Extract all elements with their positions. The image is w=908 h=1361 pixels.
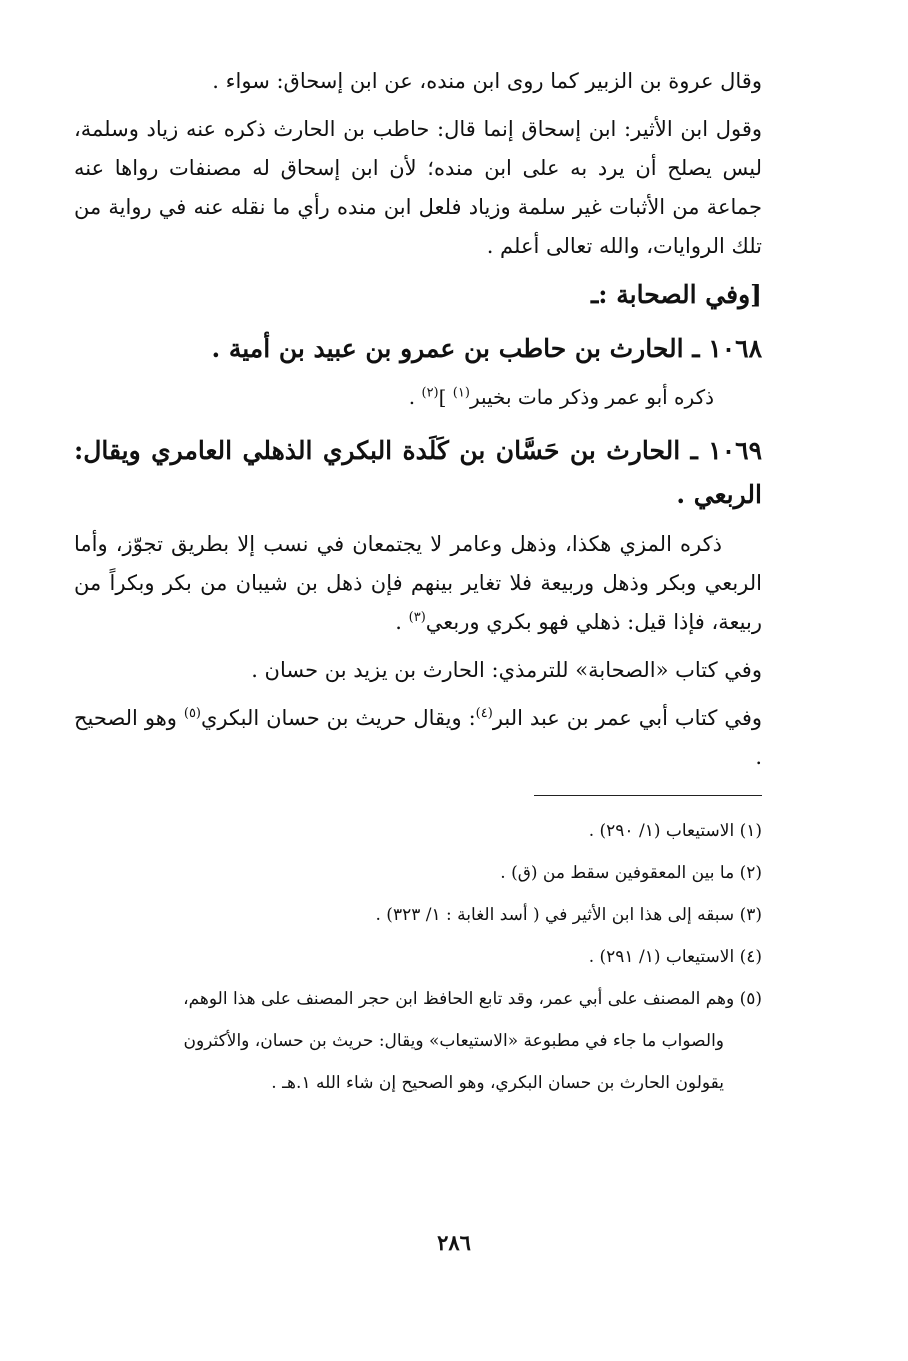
footnote-separator xyxy=(534,795,762,796)
closing-bracket: ] xyxy=(438,385,453,409)
entry-1069-p1-text: ذكره المزي هكذا، وذهل وعامر لا يجتمعان في نسب إلا بطريق تجوّز، وأما الربعي وبكر وذهل وربيعة فلا تغاير بينهم فإن ذهل بن شيبان من بكر وبكراً من ربيعة، فإذا قيل: ذهلي فهو بكري وربعي xyxy=(74,532,762,634)
footnote-4: (٤) الاستيعاب (١/ ٢٩١) . xyxy=(588,947,762,967)
entry-1069-paragraph-2: وفي كتاب «الصحابة» للترمذي: الحارث بن يزيد بن حسان . xyxy=(251,658,762,682)
entry-1068-text xyxy=(74,379,762,415)
footnote-ref-4[interactable]: (٤) xyxy=(475,706,493,721)
footnote-2: (٢) ما بين المعقوفين سقط من (ق) . xyxy=(500,863,762,883)
entry-1068-body: ذكره أبو عمر وذكر مات بخيبر xyxy=(469,385,714,409)
entry-1068-heading: ١٠٦٨ ـ الحارث بن حاطب بن عمرو بن عبيد بن أمية . xyxy=(211,334,762,363)
entry-1068-end: . xyxy=(408,385,422,409)
page-number: ٢٨٦ xyxy=(437,1230,471,1255)
entry-1069-p3-c: وهو الصحيح . xyxy=(74,706,762,769)
footnote-3: (٣) سبقه إلى هذا ابن الأثير في ( أسد الغابة : ١/ ٣٢٣) . xyxy=(375,905,762,925)
section-heading: [وفي الصحابة :ـ xyxy=(590,280,762,309)
footnote-ref-3[interactable]: (٣) xyxy=(408,610,426,625)
footnote-5-line-3: يقولون الحارث بن حسان البكري، وهو الصحيح إن شاء الله ١.هـ . xyxy=(271,1073,724,1093)
entry-1069-p1-end: . xyxy=(395,610,409,634)
entry-1069-paragraph-3 xyxy=(74,699,762,777)
footnotes xyxy=(74,810,762,1104)
footnote-ref-5[interactable]: (٥) xyxy=(183,706,201,721)
footnote-ref-2[interactable]: (٢) xyxy=(421,385,439,401)
footnote-5-line-2: والصواب ما جاء في مطبوعة «الاستيعاب» ويقال: حريث بن حسان، والأكثرون xyxy=(183,1031,724,1051)
footnote-ref-1[interactable]: (١) xyxy=(452,385,470,401)
intro-paragraph-1: وقال عروة بن الزبير كما روى ابن منده، عن ابن إسحاق: سواء . xyxy=(212,69,762,93)
intro-paragraph-2: وقول ابن الأثير: ابن إسحاق إنما قال: حاطب بن الحارث ذكره عنه زياد وسلمة، ليس يصلح أن يرد به على ابن منده؛ لأن ابن إسحاق له مصنفات رواها عنه جماعة من الأثبات غير سلمة وزياد فلعل ابن منده رأي ما نقله عنه في رواية من تلك الروايات، والله تعالى أعلم . xyxy=(74,117,762,258)
entry-1069-heading: ١٠٦٩ ـ الحارث بن حَسَّان بن كَلَدة البكري الذهلي العامري ويقال: الربعي . xyxy=(74,436,762,509)
entry-1069-p3-b: : ويقال حريث بن حسان البكري xyxy=(201,706,476,730)
entry-1069-p3-a: وفي كتاب أبي عمر بن عبد البر xyxy=(492,706,762,730)
footnote-1: (١) الاستيعاب (١/ ٢٩٠) . xyxy=(588,821,762,841)
page-body xyxy=(74,62,762,1104)
footnote-5-line-1: (٥) وهم المصنف على أبي عمر، وقد تابع الحافظ ابن حجر المصنف على هذا الوهم، xyxy=(183,989,762,1009)
entry-1069-paragraph-1 xyxy=(74,525,762,642)
